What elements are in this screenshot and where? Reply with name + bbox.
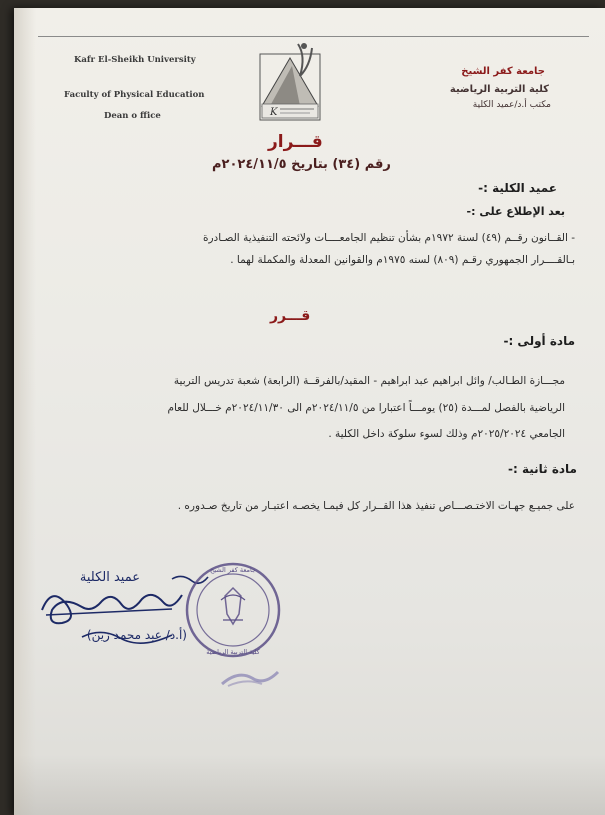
dean-heading: عميد الكلية :- bbox=[478, 181, 557, 195]
article-one-heading: مادة أولى :- bbox=[503, 334, 575, 348]
office-name-en: Dean o ffice bbox=[104, 111, 161, 121]
decision-title: قـــرار bbox=[268, 132, 323, 152]
law-line-1: - القــانون رقــم (٤٩) لسنة ١٩٧٢م بشأن تنظيم الجامعــــات ولائحته التنفيذية الصـادرة bbox=[202, 232, 575, 244]
university-name-en: Kafr El-Sheikh University bbox=[74, 55, 196, 65]
official-stamp bbox=[183, 560, 283, 660]
article-two-line: على جميـع جهـات الاختـصـــاص تنفيذ هذا القــرار كل فيمـا يخصـه اعتبـار من تاريخ صـدوره . bbox=[177, 500, 575, 512]
svg-text:جامعة كفر الشيخ: جامعة كفر الشيخ bbox=[210, 566, 256, 574]
law-line-2: بـالقــــرار الجمهوري رقـم (٨٠٩) لسنه ١٩٧٥م والقوانين المعدلة والمكملة لهما . bbox=[230, 254, 575, 266]
svg-text:K: K bbox=[270, 107, 278, 118]
after-review-heading: بعد الإطلاع على :- bbox=[466, 205, 565, 218]
svg-text:كلية التربية الرياضية: كلية التربية الرياضية bbox=[206, 648, 260, 656]
article-two-heading: مادة ثانية :- bbox=[507, 462, 577, 476]
faculty-name-ar: كلية التربية الرياضية bbox=[449, 84, 549, 95]
office-name-ar: مكتب أ.د/عميد الكلية bbox=[472, 100, 551, 110]
page-bottom-shade bbox=[14, 755, 605, 815]
faculty-name-en: Faculty of Physical Education bbox=[64, 90, 205, 100]
decision-number-date: رقم (٣٤) بتاريخ ٢٠٢٤/١١/٥م bbox=[212, 157, 391, 172]
svg-text:عميد الكلية: عميد الكلية bbox=[79, 570, 140, 585]
decides-heading: قـــرر bbox=[270, 308, 311, 324]
university-name-ar: جامعة كفر الشيخ bbox=[461, 66, 545, 77]
svg-text:(أ.د/ عبد محمد زين): (أ.د/ عبد محمد زين) bbox=[86, 628, 187, 642]
ink-smudge bbox=[218, 664, 288, 690]
faculty-logo bbox=[240, 36, 332, 124]
article-one-line-3: الجامعي ٢٠٢٥/٢٠٢٤م وذلك لسوء سلوكة داخل الكلية . bbox=[328, 428, 565, 440]
paper-edge-shadow bbox=[14, 8, 36, 815]
article-one-line-1: مجـــازة الطـالب/ وائل ابراهيم عبد ابراهيم - المقيد/بالفرقــة (الرابعة) شعبة تدريس التربية bbox=[173, 375, 565, 387]
article-one-line-2: الرياضية بالفصل لمـــدة (٢٥) يومـــاً اعتبارا من ٢٠٢٤/١١/٥م الى ٢٠٢٤/١١/٣٠م خـــلال للعام bbox=[167, 402, 565, 414]
